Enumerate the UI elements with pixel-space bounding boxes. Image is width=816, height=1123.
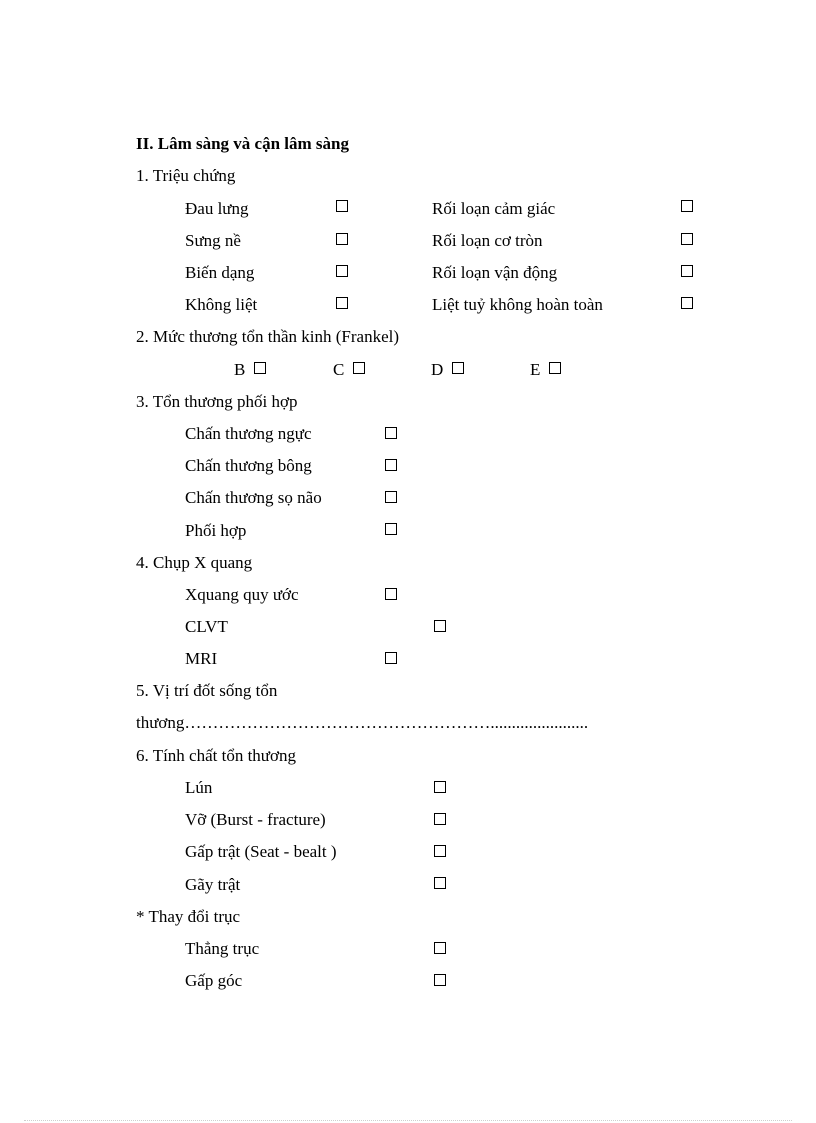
combined-injury-title: 3. Tổn thương phối hợp [136, 392, 298, 411]
frankel-option-label: B [234, 360, 246, 379]
combined-injury-checkbox[interactable] [385, 427, 397, 439]
combined-injury-checkbox[interactable] [385, 523, 397, 535]
page-bottom-divider [24, 1120, 792, 1121]
combined-injury-label: Phối hợp [185, 521, 247, 540]
combined-injury-label: Chấn thương bông [185, 456, 312, 475]
vertebra-location-fill-line[interactable]: thương………………………………………………....................... [136, 713, 589, 732]
frankel-checkbox[interactable] [254, 362, 266, 374]
injury-nature-label: Vỡ (Burst - fracture) [185, 810, 326, 829]
axis-change-title: * Thay đổi trục [136, 907, 241, 926]
xray-checkbox[interactable] [385, 588, 397, 600]
frankel-option-label: C [333, 360, 345, 379]
symptom-label: Rối loạn cảm giác [432, 199, 556, 218]
combined-injury-label: Chấn thương sọ não [185, 488, 322, 507]
symptom-label: Biến dạng [185, 263, 255, 282]
frankel-checkbox[interactable] [549, 362, 561, 374]
symptom-label: Không liệt [185, 295, 258, 314]
vertebra-location-title: 5. Vị trí đốt sống tổn [136, 681, 278, 700]
combined-injury-label: Chấn thương ngực [185, 424, 312, 443]
symptom-checkbox[interactable] [681, 297, 693, 309]
xray-checkbox[interactable] [385, 652, 397, 664]
frankel-checkbox[interactable] [452, 362, 464, 374]
injury-nature-checkbox[interactable] [434, 781, 446, 793]
injury-nature-checkbox[interactable] [434, 877, 446, 889]
frankel-option-label: E [530, 360, 541, 379]
frankel-checkbox[interactable] [353, 362, 365, 374]
xray-label: MRI [185, 649, 218, 668]
symptom-checkbox[interactable] [336, 233, 348, 245]
injury-nature-label: Gấp trật (Seat - bealt ) [185, 842, 337, 861]
xray-title: 4. Chụp X quang [136, 553, 253, 572]
axis-change-label: Thẳng trục [185, 939, 260, 958]
section-heading: II. Lâm sàng và cận lâm sàng [136, 134, 350, 153]
injury-nature-title: 6. Tính chất tổn thương [136, 746, 297, 765]
symptom-checkbox[interactable] [336, 200, 348, 212]
symptom-label: Đau lưng [185, 199, 249, 218]
injury-nature-checkbox[interactable] [434, 845, 446, 857]
xray-checkbox[interactable] [434, 620, 446, 632]
symptom-label: Rối loạn cơ tròn [432, 231, 543, 250]
axis-change-checkbox[interactable] [434, 974, 446, 986]
symptom-checkbox[interactable] [681, 233, 693, 245]
injury-nature-label: Lún [185, 778, 213, 797]
symptom-checkbox[interactable] [336, 265, 348, 277]
frankel-title: 2. Mức thương tổn thần kinh (Frankel) [136, 327, 400, 346]
axis-change-checkbox[interactable] [434, 942, 446, 954]
combined-injury-checkbox[interactable] [385, 459, 397, 471]
axis-change-label: Gấp góc [185, 971, 243, 990]
symptom-label: Rối loạn vận động [432, 263, 558, 282]
injury-nature-label: Gãy trật [185, 875, 241, 894]
symptom-checkbox[interactable] [336, 297, 348, 309]
symptom-label: Liệt tuỷ không hoàn toàn [432, 295, 603, 314]
symptom-checkbox[interactable] [681, 200, 693, 212]
combined-injury-checkbox[interactable] [385, 491, 397, 503]
symptoms-title: 1. Triệu chứng [136, 166, 236, 185]
xray-label: CLVT [185, 617, 228, 636]
symptom-label: Sưng nề [185, 231, 241, 250]
frankel-option-label: D [431, 360, 444, 379]
xray-label: Xquang quy ước [185, 585, 299, 604]
injury-nature-checkbox[interactable] [434, 813, 446, 825]
symptom-checkbox[interactable] [681, 265, 693, 277]
